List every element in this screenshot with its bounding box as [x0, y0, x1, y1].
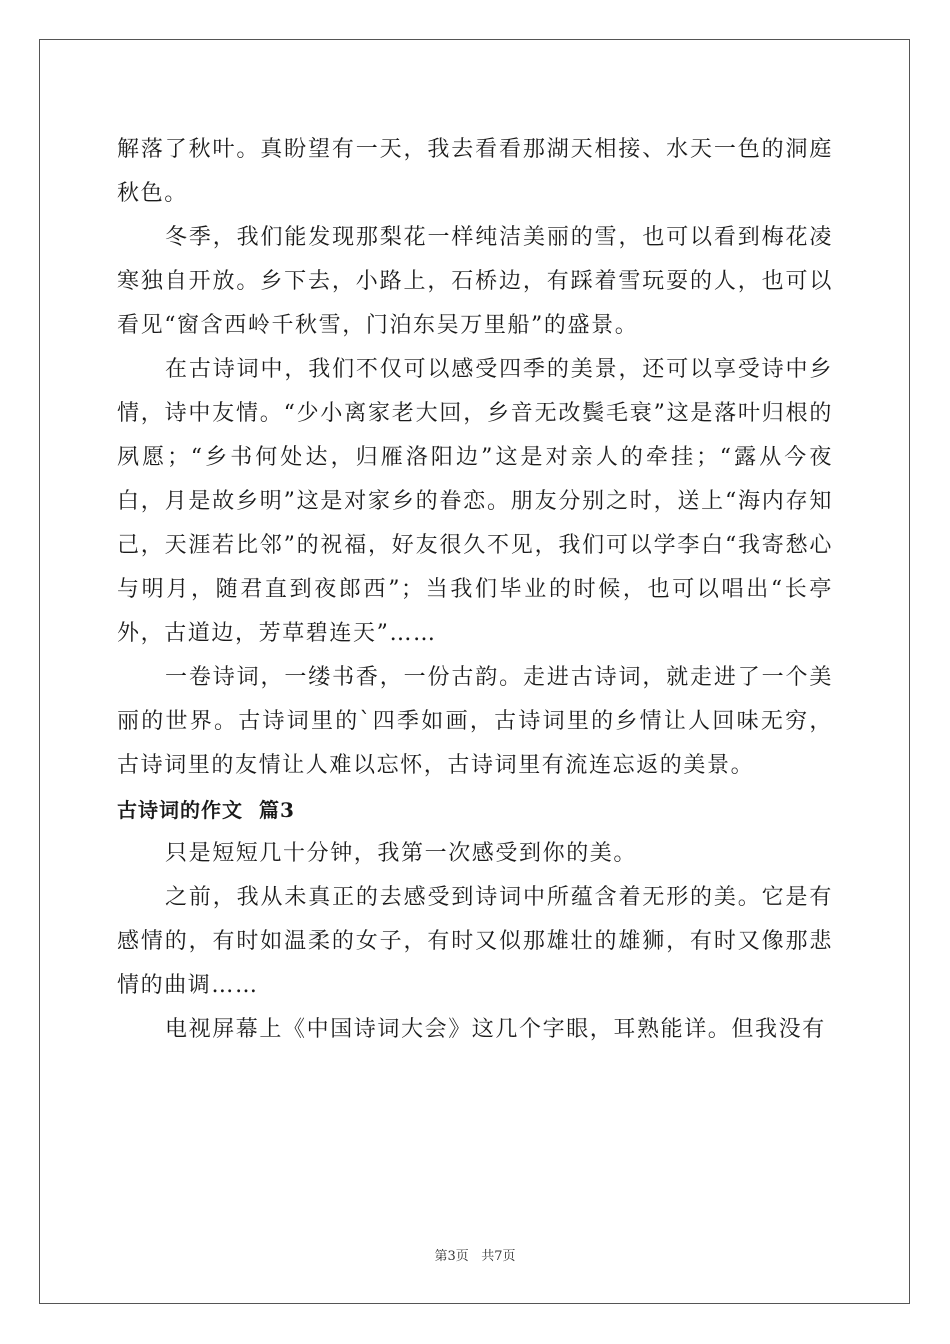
section-number: 3	[279, 798, 295, 822]
page-number: 第3页	[434, 1249, 469, 1264]
paragraph-autumn-end: 解落了秋叶。真盼望有一天，我去看看那湖天相接、水天一色的洞庭秋色。	[117, 137, 833, 206]
page-footer	[0, 1245, 950, 1264]
section-label: 篇	[258, 798, 280, 822]
paragraph-tv-show: 电视屏幕上《中国诗词大会》这几个字眼，耳熟能详。但我没有	[165, 1017, 826, 1042]
paragraph-first-impression: 只是短短几十分钟，我第一次感受到你的美。	[165, 841, 638, 866]
section-title: 古诗词的作文	[117, 798, 243, 822]
document-body	[117, 128, 833, 1052]
paragraph-conclusion: 一卷诗词，一缕书香，一份古韵。走进古诗词，就走进了一个美丽的世界。古诗词里的`四季如画，古诗词里的乡情让人回味无穷，古诗词里的友情让人难以忘怀，古诗词里有流连忘返的美景。	[117, 665, 833, 778]
paragraph-homesick-friendship: 在古诗词中，我们不仅可以感受四季的美景，还可以享受诗中乡情，诗中友情。“少小离家老大回，乡音无改鬓毛衰”这是落叶归根的夙愿；“乡书何处达，归雁洛阳边”这是对亲人的牵挂；“露从今夜白，月是故乡明”这是对家乡的眷恋。朋友分别之时，送上“海内存知己，天涯若比邻”的祝福，好友很久不见，我们可以学李白“我寄愁心与明月，随君直到夜郎西”；当我们毕业的时候，也可以唱出“长亭外，古道边，芳草碧连天”……	[117, 357, 833, 646]
paragraph-winter: 冬季，我们能发现那梨花一样纯洁美丽的雪，也可以看到梅花凌寒独自开放。乡下去，小路上，石桥边，有踩着雪玩耍的人，也可以看见“窗含西岭千秋雪，门泊东吴万里船”的盛景。	[117, 225, 833, 338]
paragraph-before: 之前，我从未真正的去感受到诗词中所蕴含着无形的美。它是有感情的，有时如温柔的女子，有时又似那雄壮的雄狮，有时又像那悲情的曲调……	[117, 885, 833, 998]
page-total: 共7页	[481, 1249, 516, 1264]
section-heading	[117, 788, 833, 832]
